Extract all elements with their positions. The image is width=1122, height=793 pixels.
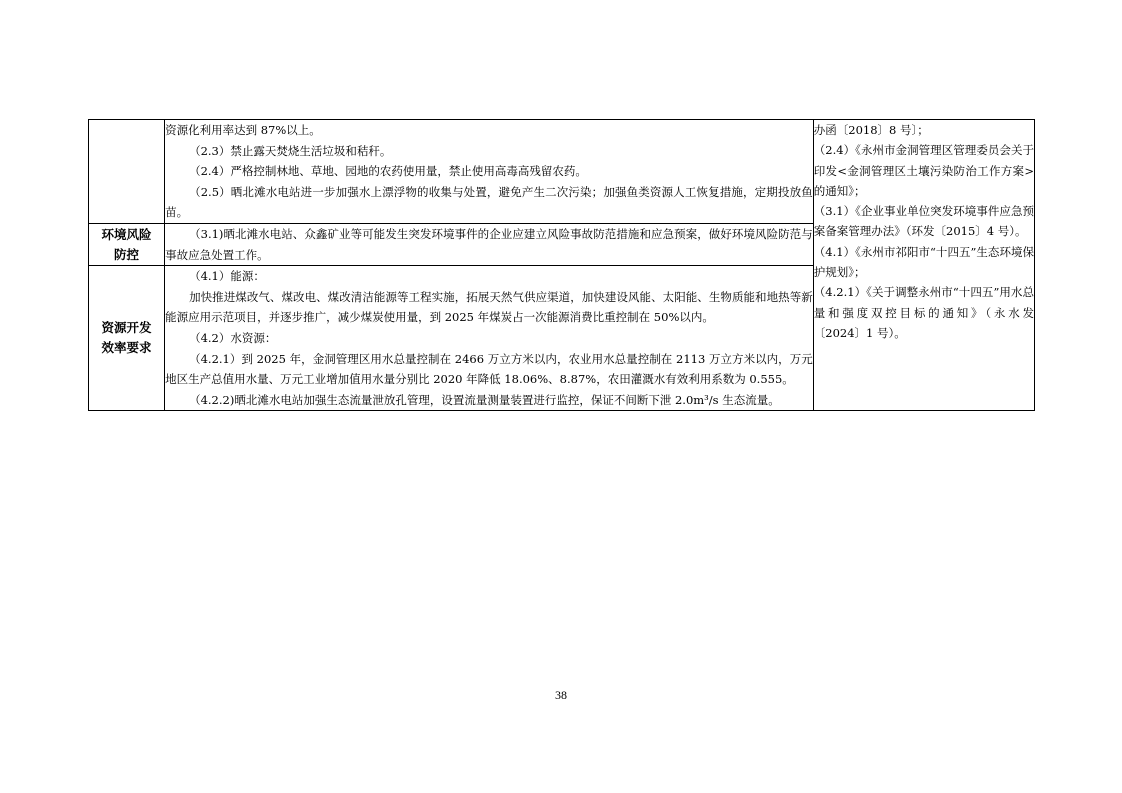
text-paragraph: （3.1)晒北滩水电站、众鑫矿业等可能发生突发环境事件的企业应建立风险事故防范措施和应急预案，做好环境风险防范与事故应急处置工作。 (165, 226, 813, 262)
text-paragraph: （4.2.1）到 2025 年，金洞管理区用水总量控制在 2466 万立方米以内，农业用水总量控制在 2113 万立方米以内，万元地区生产总值用水量、万元工业增加值用水量分别比 2020 年降低 18.06%、8.87%，农田灌溉水有效利用系数为 0.555。 (165, 351, 813, 387)
reference-item: 办函〔2018〕8 号〕； (813, 123, 929, 137)
row-label-resource (89, 266, 165, 411)
page-number: 38 (555, 688, 567, 702)
row-label-risk (89, 223, 165, 265)
row-label-text: 资源开发效率要求 (101, 320, 152, 356)
text-line: （2.4）严格控制林地、草地、园地的农药使用量，禁止使用高毒高残留农药。 (189, 164, 587, 179)
reference-item: （2.4）《永州市金洞管理区管理委员会关于印发<金洞管理区土壤污染防治工作方案>的通知》； (813, 143, 1034, 198)
text-line: 资源化利用率达到 87%以上。 (165, 123, 321, 137)
content-cell (165, 120, 814, 224)
text-paragraph: 加快推进煤改气、煤改电、煤改清洁能源等工程实施，拓展天然气供应渠道，加快建设风能、太阳能、生物质能和地热等新能源应用示范项目，并逐步推广，减少煤炭使用量，到 2025 年煤炭占一次能源消费比重控制在 50%以内。 (165, 289, 813, 325)
text-paragraph: （4.2.2)晒北滩水电站加强生态流量泄放孔管理，设置流量测量装置进行监控，保证不间断下泄 2.0m³/s 生态流量。 (189, 392, 780, 407)
table-row (89, 120, 1035, 224)
reference-item: （4.2.1）《关于调整永州市“十四五”用水总量和强度双控目标的通知》（永水发〔2024〕1 号）。 (813, 285, 1034, 340)
text-line: （2.3）禁止露天焚烧生活垃圾和秸秆。 (189, 143, 392, 158)
content-cell (165, 266, 814, 411)
content-cell (165, 223, 814, 265)
reference-cell (813, 120, 1034, 411)
requirements-table (88, 119, 1035, 411)
subheading: （4.2）水资源： (189, 330, 277, 345)
text-line: （2.5）晒北滩水电站进一步加强水上漂浮物的收集与处置，避免产生二次污染；加强鱼类资源人工恢复措施，定期投放鱼苗。 (165, 184, 813, 220)
reference-item: （4.1）《永州市祁阳市“十四五”生态环境保护规划》； (813, 244, 1034, 280)
reference-item: （3.1）《企业事业单位突发环境事件应急预案备案管理办法》（环发〔2015〕4 号）。 (813, 204, 1034, 239)
label-cell-empty (89, 120, 165, 224)
subheading: （4.1）能源： (189, 269, 265, 284)
row-label-text: 环境风险防控 (101, 226, 152, 262)
